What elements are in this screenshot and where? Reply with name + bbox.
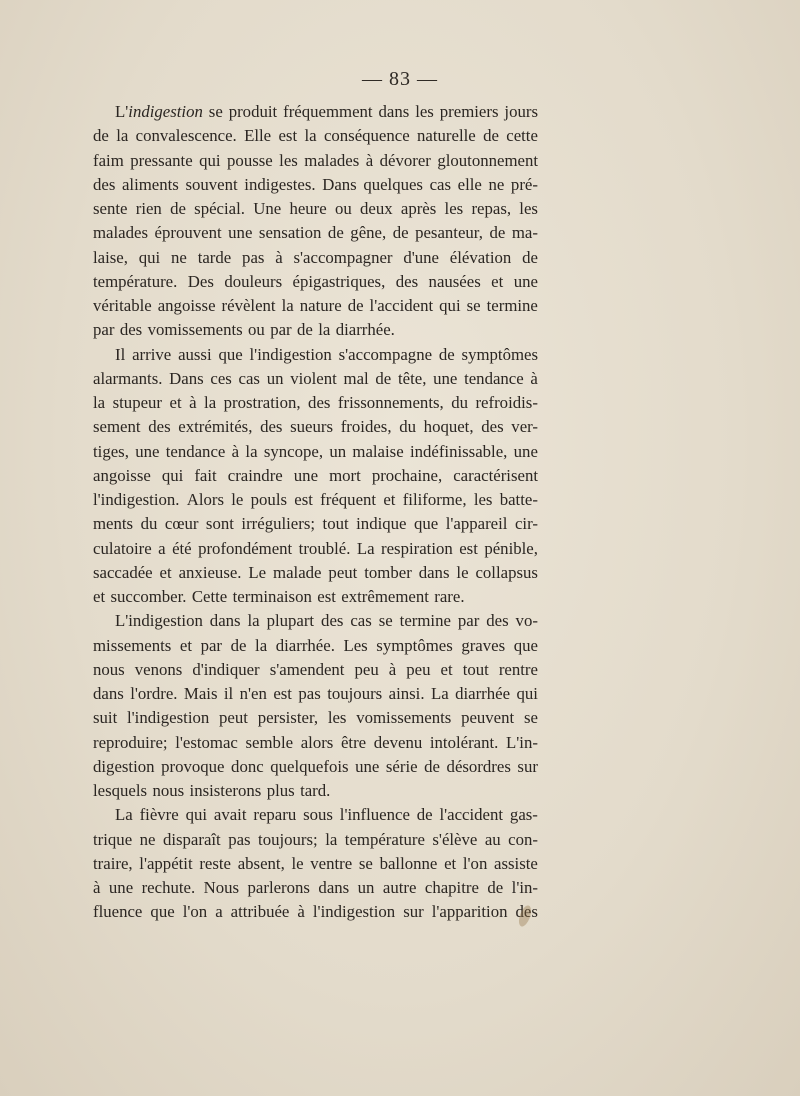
paragraph	[93, 609, 538, 803]
text-line: digestion provoque donc quelquefois une série de désordres sur	[93, 756, 538, 776]
text-line: et succomber. Cette terminaison est extrêmement rare.	[93, 587, 465, 606]
body-text	[93, 100, 538, 925]
page-number: — 83 —	[362, 68, 438, 90]
text-line: La fièvre qui avait reparu sous l'influence de l'accident gas-	[115, 805, 538, 825]
text-line: malades éprouvent une sensation de gêne, de pesanteur, de ma-	[93, 223, 538, 243]
text-line: ments du cœur sont irréguliers; tout indique que l'appareil cir-	[93, 514, 538, 534]
text-line: température. Des douleurs épigastriques, des nausées et une	[93, 271, 538, 291]
text-line: à une rechute. Nous parlerons dans un autre chapitre de l'in-	[93, 878, 538, 897]
text-line: L'indigestion dans la plupart des cas se termine par des vo-	[115, 611, 538, 631]
text-line: culatoire a été profondément troublé. La respiration est pénible,	[93, 538, 538, 558]
text-line: Il arrive aussi que l'indigestion s'accompagne de symptômes	[115, 344, 538, 364]
text-line: l'indigestion. Alors le pouls est fréquent et filiforme, les batte-	[93, 490, 538, 509]
text-line: missements et par de la diarrhée. Les symptômes graves que	[93, 635, 538, 655]
text-line: reproduire; l'estomac semble alors être devenu intolérant. L'in-	[93, 732, 538, 752]
text-line: suit l'indigestion peut persister, les vomissements peuvent se	[93, 708, 538, 728]
text-line: faim pressante qui pousse les malades à dévorer gloutonnement	[93, 150, 538, 170]
text-line: dans l'ordre. Mais il n'en est pas toujours ainsi. La diarrhée qui	[93, 684, 538, 703]
text-line: la stupeur et à la prostration, des frissonnements, du refroidis-	[93, 393, 538, 412]
text-line: laise, qui ne tarde pas à s'accompagner d'une élévation de	[93, 247, 538, 267]
text-line: de la convalescence. Elle est la conséquence naturelle de cette	[93, 126, 538, 146]
text-line: des aliments souvent indigestes. Dans quelques cas elle ne pré-	[93, 174, 538, 194]
text-line: sente rien de spécial. Une heure ou deux après les repas, les	[93, 199, 538, 218]
text-line: trique ne disparaît pas toujours; la température s'élève au con-	[93, 829, 538, 849]
text-line: sement des extrémités, des sueurs froides, du hoquet, des ver-	[93, 417, 538, 437]
text-line: tiges, une tendance à la syncope, un malaise indéfinissable, une	[93, 441, 538, 461]
text-line: fluence que l'on a attribuée à l'indigestion sur l'apparition des	[93, 902, 538, 922]
text-line: par des vomissements ou par de la diarrhée.	[93, 320, 395, 340]
text-line: angoisse qui fait craindre une mort prochaine, caractérisent	[93, 465, 538, 485]
text-line: traire, l'appétit reste absent, le ventre se ballonne et l'on assiste	[93, 853, 538, 873]
paragraph	[93, 803, 538, 924]
paragraph	[93, 100, 538, 343]
text-line: lesquels nous insisterons plus tard.	[93, 781, 331, 800]
text-line: L'indigestion se produit fréquemment dans les premiers jours	[115, 102, 538, 121]
paragraph	[93, 343, 538, 610]
text-line: nous venons d'indiquer s'amendent peu à peu et tout rentre	[93, 659, 538, 679]
text-line: alarmants. Dans ces cas un violent mal de tête, une tendance à	[93, 368, 538, 388]
text-line: saccadée et anxieuse. Le malade peut tomber dans le collapsus	[93, 562, 538, 582]
text-line: véritable angoisse révèlent la nature de l'accident qui se termine	[93, 296, 538, 315]
